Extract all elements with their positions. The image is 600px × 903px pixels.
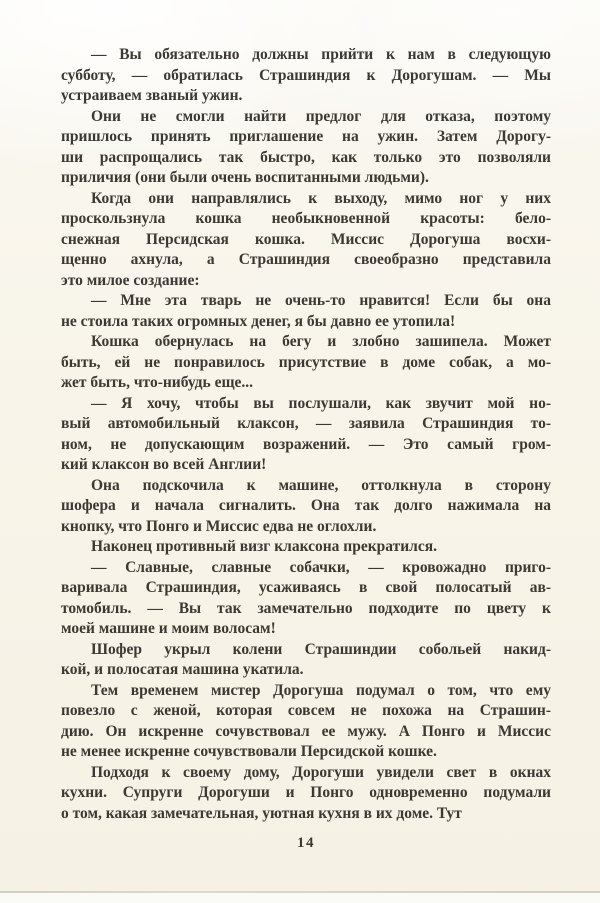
- text-line: Она подскочила к машине, оттолкнула в сторону: [91, 476, 551, 494]
- text-line: вый автомобильный клаксон, — заявила Страшиндия то-: [61, 415, 551, 432]
- paragraph: [61, 537, 551, 558]
- text-line: субботу, — обратилась Страшиндия к Дорогушам. — Мы: [61, 66, 551, 84]
- text-line: Они не смогли найти предлог для отказа, поэтому: [91, 107, 551, 125]
- text-line: Тем временем мистер Дорогуша подумал о том, что ему: [91, 681, 551, 699]
- text-line: варивала Страшиндия, усаживаясь в свой полосатый ав-: [61, 579, 551, 596]
- page-number: 14: [297, 835, 315, 851]
- text-line: кнопку, что Понго и Миссис едва не оглохли.: [61, 517, 377, 535]
- text-line: кухни. Супруги Дорогуши и Понго одновременно подумали: [61, 784, 551, 801]
- paragraph: [61, 476, 551, 538]
- text-line: ши распрощались так быстро, как только это позволяли: [61, 148, 551, 166]
- text-line: — Славные, славные собачки, — кровожадно приго-: [91, 558, 551, 576]
- text-block: [61, 45, 551, 824]
- text-line: это милое создание:: [61, 271, 200, 289]
- text-line: проскользнула кошка необыкновенной красоты: бело-: [61, 210, 551, 227]
- text-line: пришлось принять приглашение на ужин. Затем Дорогу-: [61, 128, 551, 145]
- paragraph: [61, 45, 551, 107]
- scan-below-edge-area: [0, 893, 600, 903]
- text-line: ном, не допускающим возражений. — Это самый гром-: [61, 435, 551, 453]
- text-line: Наконец противный визг клаксона прекратился.: [91, 538, 438, 555]
- text-line: жет быть, что-нибудь еще...: [61, 374, 254, 391]
- text-line: не менее искренне сочувствовали Персидской кошке.: [61, 743, 437, 760]
- paragraph: [61, 107, 551, 189]
- text-line: устраиваем званый ужин.: [61, 87, 243, 104]
- text-line: — Вы обязательно должны прийти к нам в следующую: [91, 46, 551, 63]
- paragraph: [61, 681, 551, 763]
- text-line: о том, какая замечательная, уютная кухня в их доме. Тут: [61, 804, 462, 822]
- paragraph: [61, 189, 551, 292]
- text-line: быть, ей не понравилось присутствие в доме собак, а мо-: [61, 353, 551, 371]
- paragraph: [61, 332, 551, 394]
- paragraph: [61, 640, 551, 681]
- text-line: шофера и начала сигналить. Она так долго нажимала на: [61, 497, 551, 514]
- text-line: дию. Он искренне сочувствовал ее мужу. А Понго и Миссис: [61, 722, 551, 740]
- text-line: снежная Персидская кошка. Миссис Дорогуша восхи-: [61, 230, 551, 248]
- paragraph: [61, 763, 551, 825]
- text-line: Подходя к своему дому, Дорогуши увидели свет в окнах: [91, 763, 551, 781]
- text-line: кой, и полосатая машина укатила.: [61, 661, 304, 678]
- text-line: моей машине и моим волосам!: [61, 620, 276, 637]
- paragraph: [61, 394, 551, 476]
- text-line: томобиль. — Вы так замечательно подходите по цвету к: [61, 599, 551, 617]
- text-line: не стоила таких огромных денег, я бы давно ее утопила!: [61, 312, 456, 330]
- text-line: Шофер укрыл колени Страшиндии собольей накид-: [91, 640, 551, 658]
- text-line: кий клаксон во всей Англии!: [61, 456, 267, 473]
- text-line: — Мне эта тварь не очень-то нравится! Если бы она: [91, 292, 551, 309]
- paragraph: [61, 291, 551, 332]
- text-line: повезло с женой, которая совсем не похожа на Страшин-: [61, 702, 551, 719]
- text-line: приличия (они были очень воспитанными людьми).: [61, 169, 429, 186]
- text-line: Когда они направлялись к выходу, мимо ног у них: [91, 189, 551, 207]
- paragraph: [61, 558, 551, 640]
- text-line: щенно ахнула, а Страшиндия своеобразно представила: [61, 251, 551, 268]
- text-line: — Я хочу, чтобы вы послушали, как звучит мой но-: [91, 394, 551, 412]
- text-line: Кошка обернулась на бегу и злобно зашипела. Может: [91, 333, 551, 350]
